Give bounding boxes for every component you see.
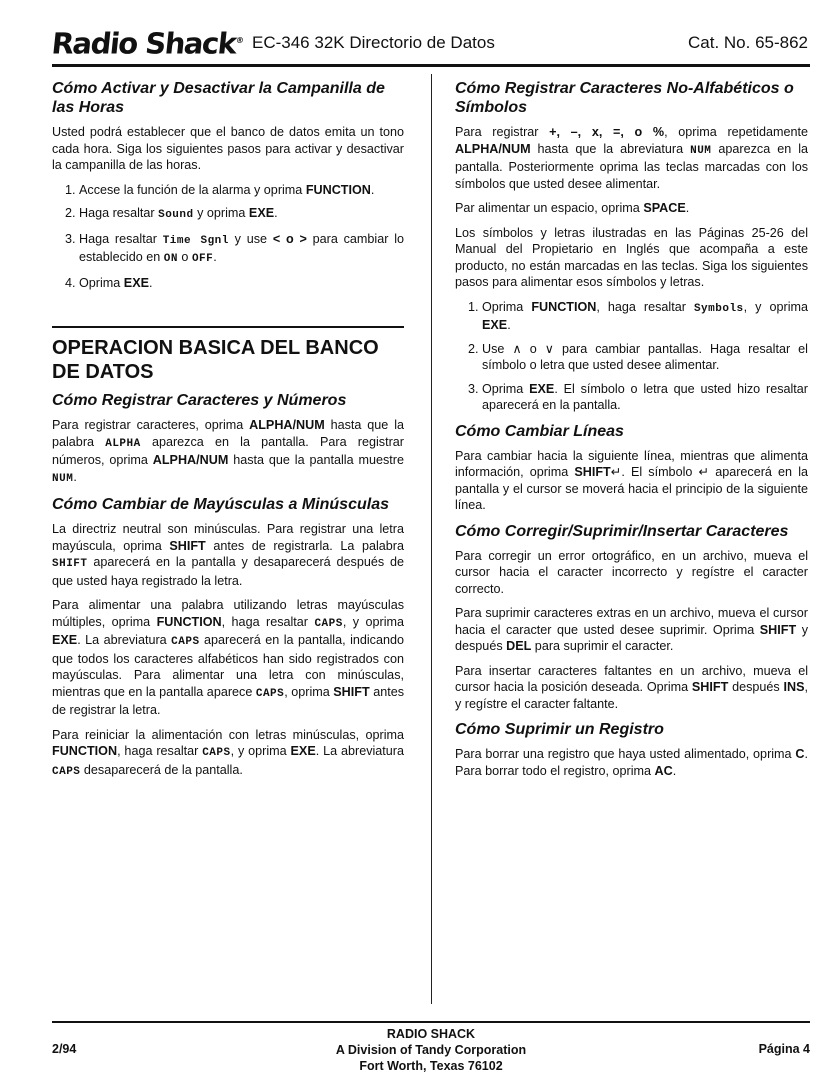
heading-lines: Cómo Cambiar Líneas <box>455 422 624 440</box>
registered-mark: ® <box>235 36 245 45</box>
heading-edit-chars: Cómo Corregir/Suprimir/Insertar Caracteres <box>455 522 789 540</box>
footer-date: 2/94 <box>52 1042 77 1056</box>
footer-line-3: Fort Worth, Texas 76102 <box>359 1059 503 1073</box>
page-header <box>52 22 810 62</box>
symbols-step-3: 3. Oprima EXE. El símbolo o letra que usted hizo resaltar aparecerá en la pantalla. <box>482 381 808 414</box>
right-column <box>455 79 808 787</box>
document-title: EC-346 32K Directorio de Datos <box>252 33 495 52</box>
edit-text-1: Para corregir un error ortográfico, en un archivo, mueva el cursor hacia el caracter incorrecto y regístre el caracter correcto. <box>455 548 808 596</box>
edit-text-3: Para insertar caracteres faltantes en un archivo, mueva el cursor hacia la posición deseada. Oprima SHIFT después INS, y regístre el caracter faltante. <box>455 663 808 711</box>
footer-company <box>52 1026 810 1074</box>
logo-text: Radio Shack <box>50 26 238 61</box>
chime-steps <box>52 182 404 292</box>
case-text-2: Para alimentar una palabra utilizando letras mayúsculas múltiples, oprima FUNCTION, haga resaltar CAPS, y oprima EXE. La abreviatura CAPS aparecerá en la pantalla, indicando que todos los caracteres alfabéticos han sido registrados con mayúsculas. Para alimentar una letra con minúsculas, mientras que en la pantalla aparece CAPS, oprima SHIFT antes de registrar la letra. <box>52 598 404 717</box>
chime-step-4: 4. Oprima EXE. <box>79 275 404 292</box>
symbols-step-1: 1. Oprima FUNCTION, haga resaltar Symbols, y oprima EXE. <box>482 299 808 334</box>
symbols-text-3: Los símbolos y letras ilustradas en las Páginas 25-26 del Manual del Propietario en Inglés que acompaña a este producto, no están marcadas en las teclas. Siga los siguientes pasos para alimentar esos símbolos y letras. <box>455 225 808 289</box>
footer-line-2: A Division of Tandy Corporation <box>335 1043 527 1057</box>
case-text-1: La directriz neutral son minúsculas. Para registrar una letra mayúscula, oprima SHIFT antes de registrarla. La palabra SHIFT aparecerá en la pantalla y desaparecerá después de que usted haya registrado la letra. <box>52 522 404 588</box>
chime-step-2: 2. Haga resaltar Sound y oprima EXE. <box>79 205 404 224</box>
footer-line-1: RADIO SHACK <box>386 1027 476 1041</box>
lines-text: Para cambiar hacia la siguiente línea, mientras que alimenta información, oprima SHIFT↵. El símbolo ↵ aparecerá en la pantalla y el cursor se moverá hacia el principio de la siguiente línea. <box>455 448 808 512</box>
edit-text-2: Para suprimir caracteres extras en un archivo, mueva el cursor hacia el caracter que usted desee suprimir. Oprima SHIFT y después DEL para suprimir el caracter. <box>455 606 808 653</box>
heading-symbols: Cómo Registrar Caracteres No-Alfabéticos o Símbolos <box>455 80 794 116</box>
symbols-steps <box>455 299 808 414</box>
register-chars-text: Para registrar caracteres, oprima ALPHA/NUM hasta que la palabra ALPHA aparezca en la pantalla. Para registrar números, oprima ALPHA/NUM hasta que la pantalla muestre NUM. <box>52 418 404 485</box>
column-divider <box>431 74 432 1004</box>
page-number: Página 4 <box>758 1042 810 1056</box>
heading-case: Cómo Cambiar de Mayúsculas a Minúsculas <box>52 496 389 513</box>
section-title: OPERACION BASICA DEL BANCO DE DATOS <box>52 337 379 383</box>
chime-intro: Usted podrá establecer que el banco de datos emita un tono cada hora. Siga los siguientes pasos para activar y desactivar la campanilla de las horas. <box>52 125 404 172</box>
footer-rule <box>52 1021 810 1023</box>
symbols-step-2: 2. Use ∧ o ∨ para cambiar pantallas. Haga resaltar el símbolo o letra que usted desee alimentar. <box>482 341 808 374</box>
chime-step-3: 3. Haga resaltar Time Sgnl y use < o > para cambiar lo establecido en ON o OFF. <box>79 231 404 268</box>
symbols-text-2: Par alimentar un espacio, oprima SPACE. <box>455 201 690 215</box>
page-footer <box>52 1024 810 1074</box>
heading-chime: Cómo Activar y Desactivar la Campanilla de las Horas <box>52 80 385 116</box>
radio-shack-logo <box>50 24 246 61</box>
catalog-number: Cat. No. 65-862 <box>687 33 808 52</box>
heading-register-chars: Cómo Registrar Caracteres y Números <box>52 392 347 409</box>
left-column <box>52 79 404 788</box>
heading-delete-record: Cómo Suprimir un Registro <box>455 721 664 738</box>
symbols-text-1: Para registrar +, –, x, =, o %, oprima repetidamente ALPHA/NUM hasta que la abreviatura NUM aparezca en la pantalla. Posteriormente oprima las teclas marcadas con los símbolos que usted desee alimentar. <box>455 125 808 191</box>
chime-step-1: 1. Accese la función de la alarma y oprima FUNCTION. <box>79 182 404 199</box>
header-rule <box>52 64 810 67</box>
case-text-3: Para reiniciar la alimentación con letras minúsculas, oprima FUNCTION, haga resaltar CAPS, y oprima EXE. La abreviatura CAPS desaparecerá de la pantalla. <box>52 727 404 778</box>
section-rule <box>52 326 404 328</box>
delete-record-text: Para borrar una registro que haya usted alimentado, oprima C. Para borrar todo el registro, oprima AC. <box>455 747 808 778</box>
